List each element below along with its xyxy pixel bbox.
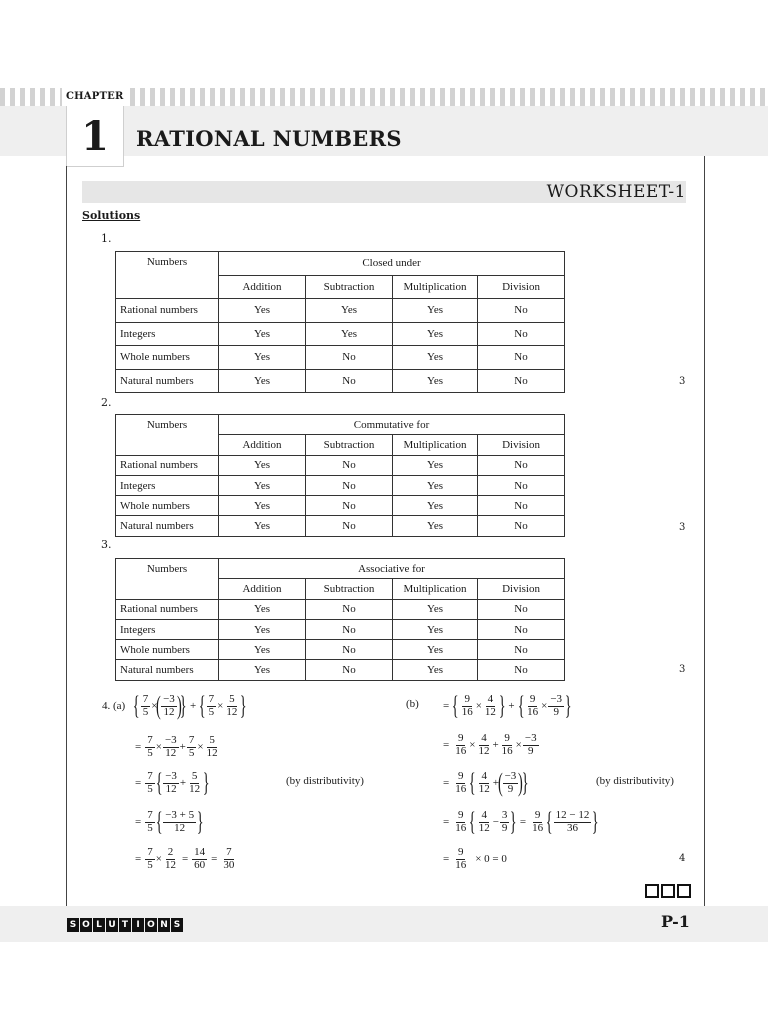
brand-letter: T [119,918,131,932]
cell: Yes [393,455,478,475]
table-row [116,322,565,346]
end-marks [645,884,693,898]
fraction [453,771,468,795]
brand-letter: S [67,918,79,932]
fraction [525,694,540,718]
brand-letter: O [80,918,92,932]
numerator: 7 [208,692,215,705]
brand-letter: N [158,918,170,932]
row-label: Natural numbers [116,660,219,680]
denominator: 5 [147,746,153,759]
cell: No [306,619,393,639]
eq-b-line3: = $\frac{9}{16}$ { $\frac{4}{12}$ + ( $\frac{-3}{9}$ ) } [443,768,529,798]
numerator: 7 [188,733,195,746]
numerator: 9 [529,692,536,705]
table-row [116,496,565,516]
denominator: 12 [165,782,177,795]
row-label: Whole numbers [116,346,219,370]
numerator: 9 [457,731,464,744]
numerator: 9 [457,808,464,821]
denominator: 12 [478,821,490,834]
cell: No [478,619,565,639]
denominator: 12 [165,746,177,759]
cell: No [478,660,565,680]
brand-letter: S [171,918,183,932]
brand-letter: L [93,918,105,932]
numerator: 14 [194,845,206,858]
numerator: 7 [147,769,153,782]
cell: No [478,299,565,323]
cell: Yes [393,660,478,680]
marks: 3 [679,664,686,675]
left-rule [66,166,67,906]
numerator: 5 [229,692,235,705]
distributivity-note: (by distributivity) [596,775,674,787]
fraction [163,810,196,834]
cell: No [478,346,565,370]
row-label: Natural numbers [116,369,219,393]
op-header: Subtraction [306,435,393,455]
commutative-table [115,414,565,537]
square-icon [677,884,691,898]
op-header: Multiplication [393,435,478,455]
eq-b-line4: = $\frac{9}{16}$ { $\frac{4}{12}$ − $\frac{3}{9}$ } = $\frac{9}{16}$ { $\frac{12 - 12}{36}$ } [443,807,600,837]
cell: Yes [393,475,478,495]
cell: Yes [219,660,306,680]
cell: Yes [219,619,306,639]
cell: Yes [219,299,306,323]
op-header: Multiplication [393,579,478,599]
op-header: Multiplication [393,275,478,299]
chapter-number: 1 [66,106,124,167]
row-label: Rational numbers [116,599,219,619]
cell: No [478,599,565,619]
fraction [205,735,220,759]
cell: No [306,599,393,619]
fraction [187,735,197,759]
table-row [116,640,565,660]
cell: Yes [393,369,478,393]
question-number: 1. [101,232,112,245]
numerator: −3 [165,769,177,782]
table-row [116,369,565,393]
table-row [116,660,565,680]
numerator: 9 [534,808,541,821]
numerator: −3 [163,692,175,705]
row-label: Integers [116,619,219,639]
denominator: 5 [188,746,195,759]
worksheet-title: WORKSHEET-1 [546,182,686,202]
row-label: Integers [116,322,219,346]
fraction [221,847,236,871]
numerator: 2 [167,845,174,858]
cell: Yes [219,322,306,346]
fraction [453,847,468,871]
row-label: Integers [116,475,219,495]
q4a-label: 4. (a) [102,700,126,712]
denominator: 5 [147,782,153,795]
row-label: Rational numbers [116,455,219,475]
table-row [116,475,565,495]
denominator: 12 [163,705,175,718]
denominator: 30 [223,858,235,871]
denominator: 12 [206,746,218,759]
denominator: 12 [174,821,186,834]
cell: Yes [219,599,306,619]
fraction [477,771,492,795]
fraction [145,847,155,871]
op-header: Division [478,435,565,455]
table-row [116,455,565,475]
brand-letter: I [132,918,144,932]
cell: Yes [306,322,393,346]
numerator: 9 [457,769,464,782]
fraction [141,694,151,718]
op-header: Subtraction [306,275,393,299]
fraction [554,810,592,834]
fraction [453,733,468,757]
numerator: 9 [504,731,510,744]
chapter-label: CHAPTER [62,88,127,106]
numerator: −3 [504,769,517,782]
numerator: 5 [209,733,215,746]
op-header: Addition [219,275,306,299]
denominator: 16 [455,782,467,795]
cell: Yes [219,346,306,370]
numbers-header: Numbers [116,559,219,600]
numerator: −3 [524,731,537,744]
eq-a-line3: = $\frac{7}{5}$ { $\frac{-3}{12}$ + $\frac{5}{12}$ } [135,768,210,798]
fraction [163,735,179,759]
fraction [460,694,475,718]
denominator: 5 [147,821,153,834]
cell: No [306,660,393,680]
row-label: Rational numbers [116,299,219,323]
denominator: 12 [478,782,490,795]
cell: No [478,475,565,495]
denominator: 60 [194,858,206,871]
fraction [161,694,177,718]
denominator: 36 [566,821,578,834]
cell: Yes [393,496,478,516]
fraction [207,694,217,718]
fraction [145,810,155,834]
fraction [503,771,519,795]
q4b-label: (b) [406,698,419,710]
marks: 3 [679,522,686,533]
numerator: −3 [550,692,563,705]
table-row [116,299,565,323]
fraction [476,733,491,757]
associative-table [115,558,565,681]
cell: Yes [219,369,306,393]
cell: No [306,346,393,370]
numerator: 7 [142,692,149,705]
numerator: 4 [481,731,487,744]
eq-a-line1: 4. (a) { $\frac{7}{5}$ × ( $\frac{-3}{12}$ ) } + { $\frac{7}{5}$ × $\frac{5}{12}$ } [102,691,248,721]
question-number: 3. [101,538,112,551]
cell: No [306,475,393,495]
numerator: 5 [191,769,198,782]
numerator: 4 [487,692,494,705]
numerator: −3 + 5 [165,808,195,821]
distributivity-note: (by distributivity) [286,775,364,787]
cell: No [306,496,393,516]
fraction [224,694,239,718]
fraction [453,810,468,834]
denominator: 9 [527,744,534,757]
numerator: 4 [481,808,487,821]
numerator: 3 [501,808,508,821]
cell: No [478,369,565,393]
denominator: 9 [553,705,559,718]
denominator: 12 [189,782,201,795]
chapter-title: RATIONAL NUMBERS [136,126,402,151]
op-header: Division [478,275,565,299]
fraction [500,810,510,834]
cell: Yes [393,599,478,619]
row-label: Whole numbers [116,496,219,516]
fraction [145,771,155,795]
cell: No [478,322,565,346]
right-rule [704,156,705,906]
op-header: Addition [219,435,306,455]
denominator: 16 [461,705,473,718]
cell: Yes [393,516,478,536]
row-label: Whole numbers [116,640,219,660]
table-row [116,599,565,619]
denominator: 12 [484,705,496,718]
eq-tail: × 0 = 0 [475,853,507,865]
brand-letter: U [106,918,118,932]
numerator: 12 − 12 [555,808,590,821]
group-header: Commutative for [219,415,565,435]
fraction [192,847,207,871]
square-icon [661,884,675,898]
cell: Yes [393,640,478,660]
cell: Yes [306,299,393,323]
group-header: Associative for [219,559,565,579]
square-icon [645,884,659,898]
solutions-brand [67,918,184,932]
fraction [523,733,539,757]
fraction [477,810,492,834]
eq-a-line5: = $\frac{7}{5}$ × $\frac{2}{12}$ = $\frac{14}{60}$ = $\frac{7}{30}$ [135,845,235,871]
denominator: 16 [455,821,467,834]
op-header: Addition [219,579,306,599]
cell: Yes [219,475,306,495]
eq-b-line2: = $\frac{9}{16}$ × $\frac{4}{12}$ + $\frac{9}{16}$ × $\frac{-3}{9}$ [443,731,537,757]
denominator: 5 [147,858,153,871]
cell: No [306,455,393,475]
denominator: 12 [478,744,490,757]
denominator: 16 [532,821,544,834]
numbers-header: Numbers [116,415,219,456]
eq-b-line1: = { $\frac{9}{16}$ × $\frac{4}{12}$ } + { $\frac{9}{16}$ × $\frac{-3}{9}$ } [443,691,572,721]
numerator: 9 [457,845,464,858]
marks: 3 [679,376,686,387]
question-number: 2. [101,396,112,409]
numerator: 9 [464,692,470,705]
denominator: 5 [142,705,149,718]
cell: Yes [219,640,306,660]
cell: No [478,496,565,516]
denominator: 5 [208,705,215,718]
denominator: 16 [527,705,539,718]
eq-b-line5: = $\frac{9}{16}$ × 0 = 0 [443,845,507,871]
cell: Yes [393,346,478,370]
fraction [548,694,564,718]
numbers-header: Numbers [116,252,219,299]
cell: No [306,516,393,536]
fraction [483,694,498,718]
numerator: 7 [226,845,232,858]
numerator: 4 [481,769,487,782]
cell: Yes [393,619,478,639]
op-header: Subtraction [306,579,393,599]
denominator: 16 [455,858,467,871]
table-row [116,346,565,370]
marks: 4 [679,853,686,864]
cell: No [306,369,393,393]
numerator: 7 [147,808,153,821]
op-header: Division [478,579,565,599]
fraction [187,771,202,795]
denominator: 16 [455,744,467,757]
cell: Yes [219,516,306,536]
fraction [163,771,179,795]
cell: No [478,516,565,536]
denominator: 12 [164,858,176,871]
fraction [163,847,178,871]
numerator: 7 [147,733,153,746]
solutions-heading: Solutions [82,209,141,222]
denominator: 9 [501,821,508,834]
cell: Yes [219,455,306,475]
table-row [116,619,565,639]
table-row [116,516,565,536]
group-header: Closed under [219,252,565,276]
cell: No [306,640,393,660]
cell: No [478,455,565,475]
page-number: P-1 [661,912,690,931]
cell: Yes [393,322,478,346]
fraction [500,733,515,757]
denominator: 12 [226,705,238,718]
row-label: Natural numbers [116,516,219,536]
fraction [145,735,155,759]
numerator: 7 [147,845,153,858]
cell: Yes [393,299,478,323]
eq-a-line2: = $\frac{7}{5}$ × $\frac{-3}{12}$ + $\frac{7}{5}$ × $\frac{5}{12}$ [135,733,218,759]
fraction [530,810,545,834]
eq-a-line4: = $\frac{7}{5}$ { $\frac{-3 + 5}{12}$ } [135,807,204,837]
brand-letter: O [145,918,157,932]
closure-table [115,251,565,393]
denominator: 16 [501,744,513,757]
denominator: 9 [507,782,514,795]
numerator: −3 [164,733,177,746]
cell: No [478,640,565,660]
cell: Yes [219,496,306,516]
